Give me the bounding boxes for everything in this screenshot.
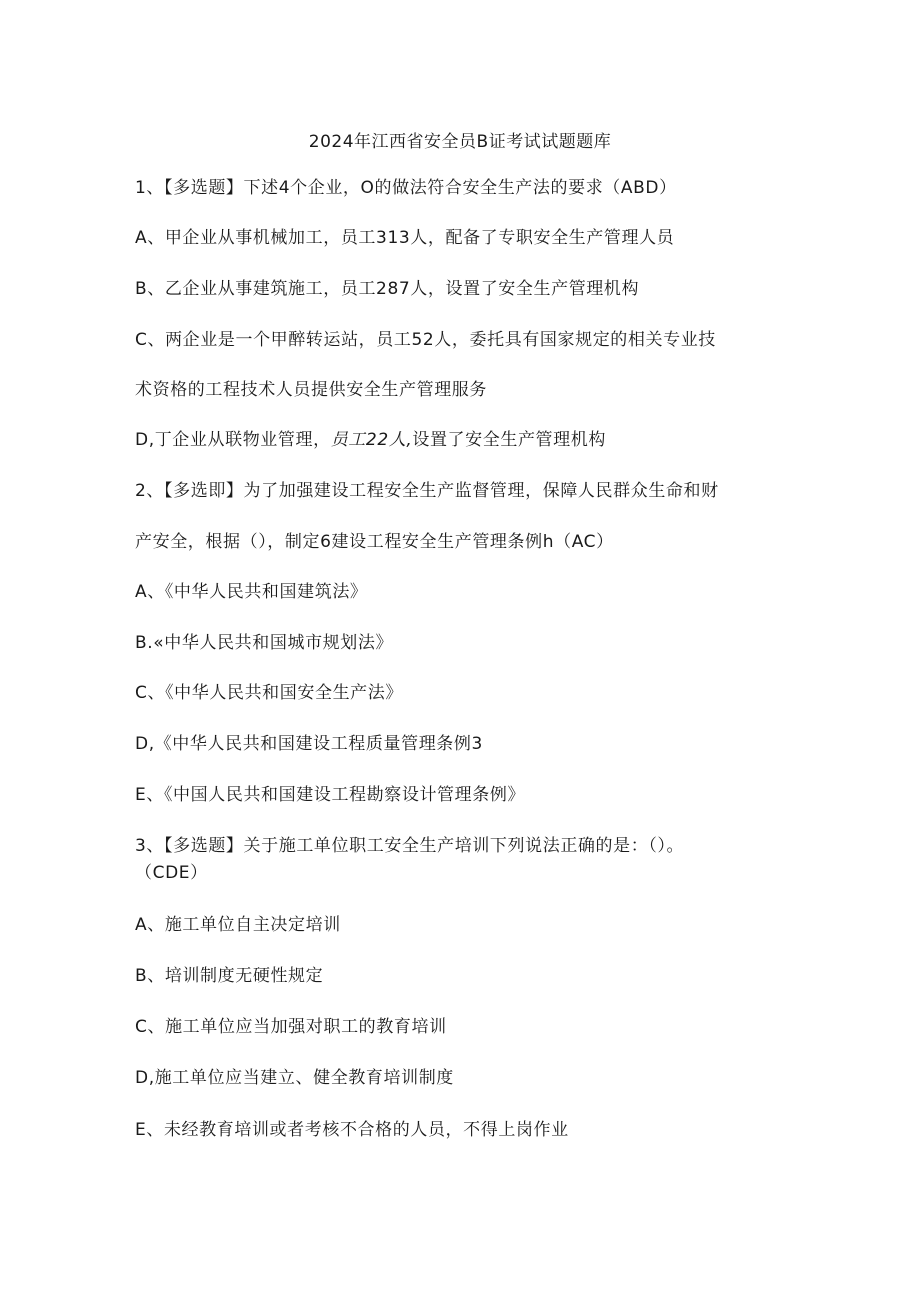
question-1-option-b: B、乙企业从事建筑施工，员工287人，设置了安全生产管理机构 — [135, 279, 640, 299]
question-3-option-e: E、未经教育培训或者考核不合格的人员，不得上岗作业 — [135, 1120, 569, 1140]
question-1-option-c-continued: 术资格的工程技术人员提供安全生产管理服务 — [135, 380, 487, 400]
option-d-part-3: 设置了安全生产管理机构 — [412, 430, 606, 450]
option-d-part-1: D,丁企业从联物业管理， — [135, 430, 331, 450]
question-2-option-c: C、《中华人民共和国安全生产法》 — [135, 683, 403, 703]
question-2-option-e: E、《中国人民共和国建设工程勘察设计管理条例》 — [135, 785, 526, 805]
question-2-stem: 2、【多选即】为了加强建设工程安全生产监督管理，保障人民群众生命和财 — [135, 481, 719, 501]
question-1-option-a: A、甲企业从事机械加工，员工313人，配备了专职安全生产管理人员 — [135, 228, 675, 248]
question-3-option-c: C、施工单位应当加强对职工的教育培训 — [135, 1017, 447, 1037]
question-1-option-c: C、两企业是一个甲醉转运站，员工52人，委托具有国家规定的相关专业技 — [135, 330, 716, 350]
question-2-stem-continued: 产安全，根据（），制定6建设工程安全生产管理条例h（AC） — [135, 532, 614, 552]
question-3-option-a: A、施工单位自主决定培训 — [135, 915, 341, 935]
question-2-option-b: B.«中华人民共和国城市规划法》 — [135, 633, 394, 653]
question-1-stem: 1、【多选题】下述4个企业，O的做法符合安全生产法的要求（ABD） — [135, 178, 677, 198]
question-3-option-b: B、培训制度无硬性规定 — [135, 966, 324, 986]
question-3-stem: 3、【多选题】关于施工单位职工安全生产培训下列说法正确的是：（）。 — [135, 836, 685, 856]
question-3-option-d: D,施工单位应当建立、健全教育培训制度 — [135, 1068, 454, 1088]
question-3-answer: （CDE） — [135, 863, 208, 883]
question-2-option-d: D,《中华人民共和国建设工程质量管理条例3 — [135, 734, 483, 754]
question-2-option-a: A、《中华人民共和国建筑法》 — [135, 582, 368, 602]
question-1-option-d — [135, 428, 606, 452]
option-d-part-2: 员工22人, — [330, 430, 413, 450]
document-title: 2024年江西省安全员B证考试试题题库 — [308, 132, 612, 152]
